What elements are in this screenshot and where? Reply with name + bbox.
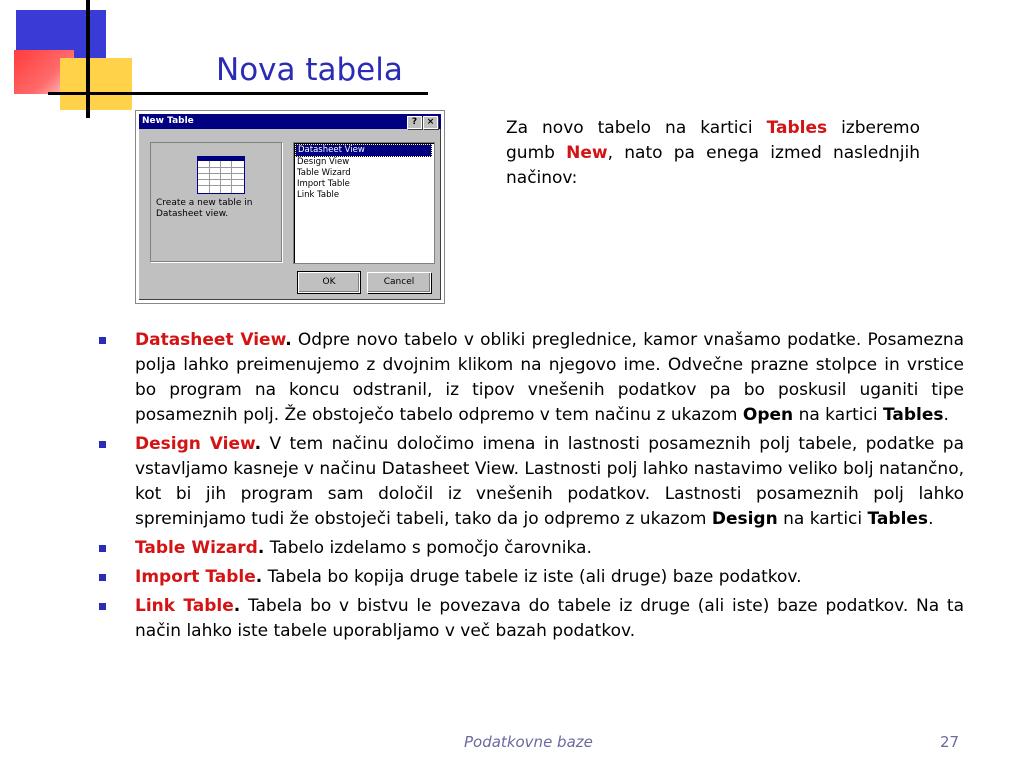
bullet-list xyxy=(98,328,964,648)
bullet-design-view xyxy=(98,432,964,532)
table-grid-icon xyxy=(197,156,245,194)
keyword-tables: Tables xyxy=(766,118,828,138)
bullet-text: Odpre novo tabelo v obliki preglednice, kamor vnašamo podatke. Posamezna polja lahko preimenujemo z dvojnim klikom na njegovo ime. Odvečne prazne stolpce in vrstice bo program na koncu odstranil, iz tipov vnešenih podatkov pa bo poskusil uganiti tipe posameznih polj. Že obstoječo tabelo odpremo v tem načinu z ukazom xyxy=(135,330,965,425)
bullet-punct: . xyxy=(255,567,263,587)
bullet-term: Design View xyxy=(135,434,255,454)
bullet-punct: . xyxy=(233,596,241,616)
option-link-table[interactable]: Link Table xyxy=(297,190,340,200)
preview-description: Create a new table in Datasheet view. xyxy=(156,198,253,219)
bullet-text: Tabela bo v bistvu le povezava do tabele iz druge (ali iste) baze podatkov. Na ta način lahko iste tabele uporabljamo v več bazah podatkov. xyxy=(135,596,964,641)
command-design: Design xyxy=(711,509,778,529)
option-datasheet-view[interactable]: Datasheet View xyxy=(295,144,432,157)
bullet-text: . xyxy=(943,405,949,425)
bullet-text: na kartici xyxy=(777,509,868,529)
bullet-punct: . xyxy=(257,538,265,558)
bullet-punct: . xyxy=(285,330,292,350)
bullet-text: na kartici xyxy=(793,405,883,425)
page-number: 27 xyxy=(940,733,960,751)
bullet-import-table xyxy=(98,565,964,590)
cancel-button[interactable]: Cancel xyxy=(367,272,431,293)
bullet-text: . xyxy=(928,509,934,529)
ok-button[interactable]: OK xyxy=(298,272,360,293)
square-bullet-icon xyxy=(99,545,106,552)
keyword-new: New xyxy=(566,143,608,163)
decorative-vertical-line xyxy=(86,0,90,118)
bullet-term: Table Wizard xyxy=(135,538,258,558)
square-bullet-icon xyxy=(99,441,106,448)
new-table-dialog xyxy=(138,113,442,301)
square-bullet-icon xyxy=(99,337,106,344)
bullet-text: Tabelo izdelamo s pomočjo čarovnika. xyxy=(264,538,592,558)
intro-text: izberemo gumb xyxy=(506,118,921,163)
bullet-text: V tem načinu določimo imena in lastnosti posameznih polj tabele, podatke pa vstavljamo kasneje v načinu Datasheet View. Lastnosti polj lahko nastavimo veliko bolj natančno, kot bi jih program sam določil iz vnešenih podatkov. Lastnosti posameznih polj lahko spreminjamo tudi že obstoječi tabeli, tako da jo odpremo z ukazom xyxy=(135,434,965,529)
bullet-term: Import Table xyxy=(135,567,256,587)
footer-title: Podatkovne baze xyxy=(464,733,593,751)
dialog-titlebar xyxy=(139,114,441,129)
bullet-punct: . xyxy=(254,434,262,454)
option-table-wizard[interactable]: Table Wizard xyxy=(297,168,351,178)
preview-panel xyxy=(150,142,282,262)
close-button[interactable]: × xyxy=(423,116,438,129)
intro-text: Za novo tabelo na kartici xyxy=(506,118,767,138)
bullet-table-wizard xyxy=(98,536,964,561)
dialog-screenshot xyxy=(135,110,445,304)
decorative-yellow-square xyxy=(60,58,132,110)
bullet-term: Datasheet View xyxy=(135,330,286,350)
square-bullet-icon xyxy=(99,603,106,610)
intro-paragraph xyxy=(506,116,920,191)
decorative-horizontal-line xyxy=(48,92,428,95)
bullet-text: Tabela bo kopija druge tabele iz iste (ali druge) baze podatkov. xyxy=(262,567,802,587)
tab-tables: Tables xyxy=(867,509,929,529)
option-import-table[interactable]: Import Table xyxy=(297,179,350,189)
tab-tables: Tables xyxy=(883,405,944,425)
option-design-view[interactable]: Design View xyxy=(297,157,350,167)
intro-text: , nato pa enega izmed naslednjih načinov: xyxy=(506,143,921,188)
view-options-list[interactable] xyxy=(293,142,435,264)
bullet-datasheet-view xyxy=(98,328,964,428)
help-button[interactable]: ? xyxy=(407,116,422,129)
command-open: Open xyxy=(742,405,794,425)
bullet-link-table xyxy=(98,594,964,644)
slide-title: Nova tabela xyxy=(216,52,403,88)
bullet-term: Link Table xyxy=(135,596,234,616)
square-bullet-icon xyxy=(99,574,106,581)
dialog-title: New Table xyxy=(142,116,194,126)
